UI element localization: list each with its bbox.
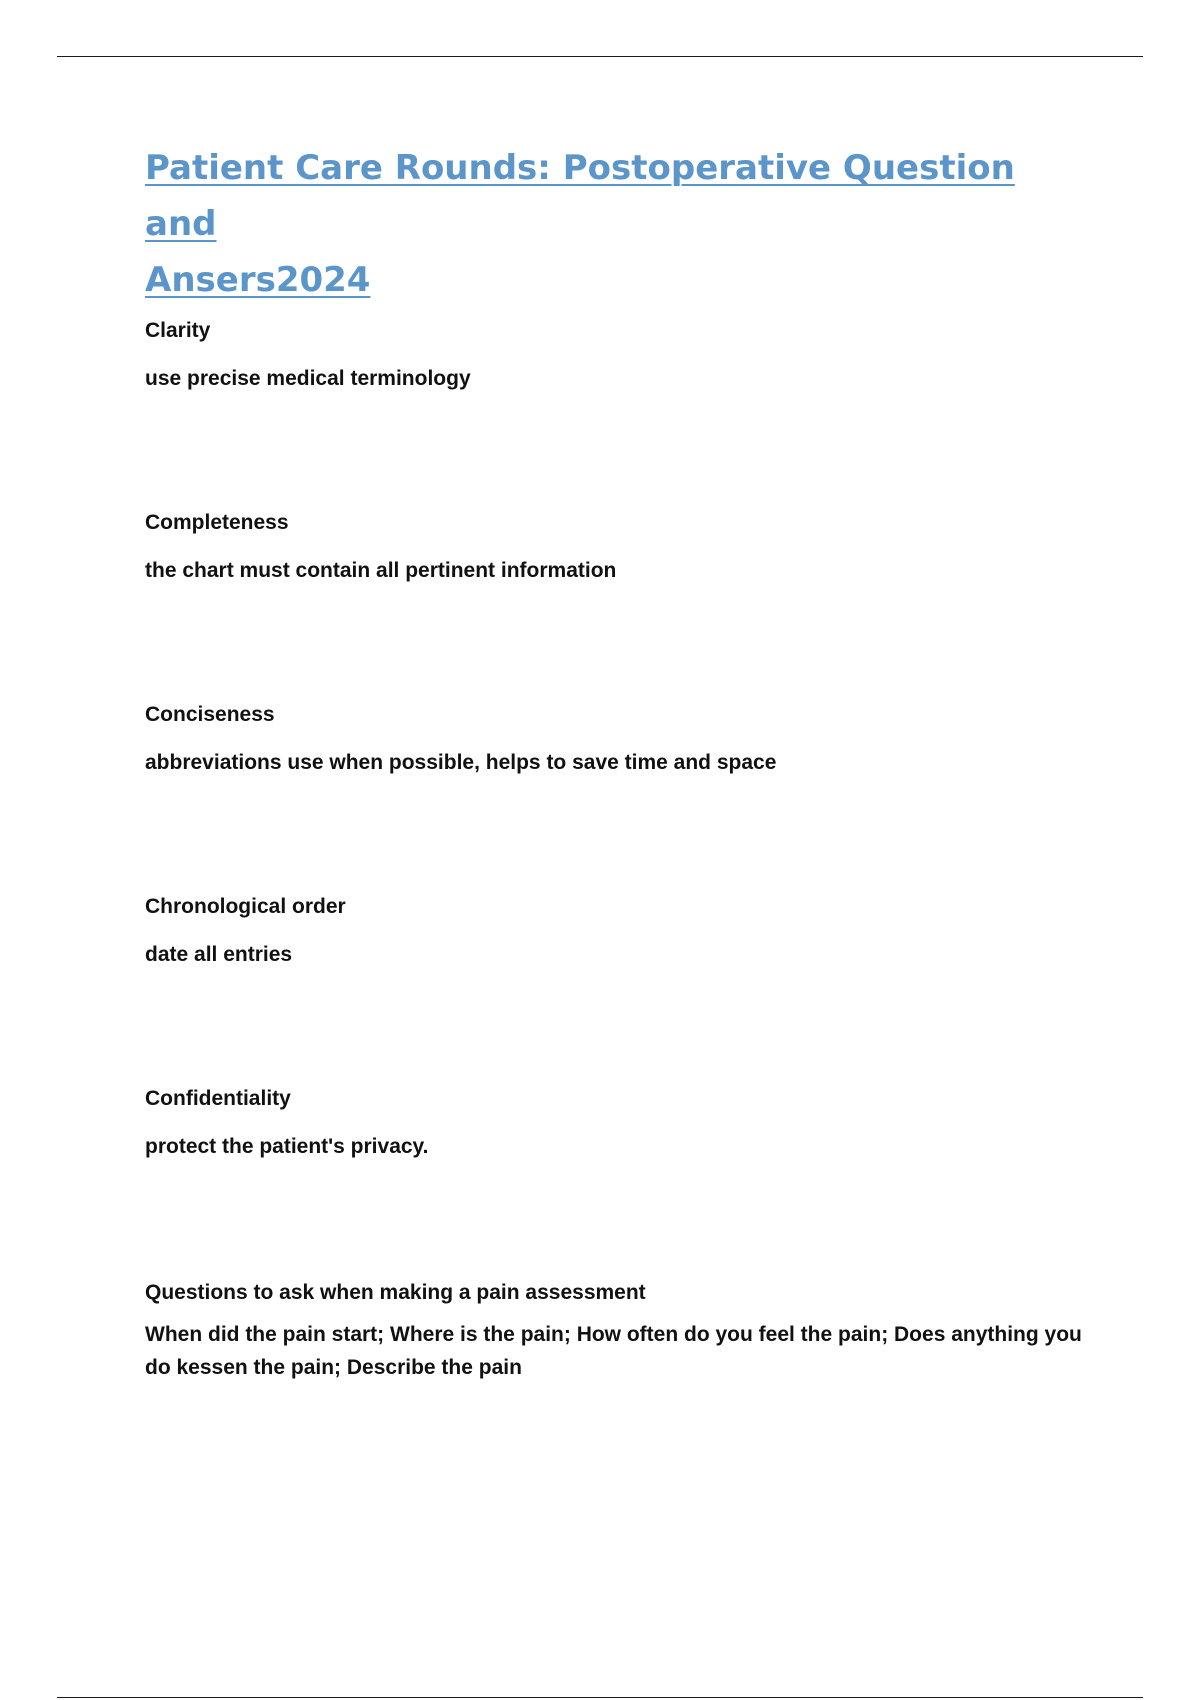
header-rule: [57, 56, 1143, 57]
entry-term: Confidentiality: [145, 1087, 291, 1110]
entry-term: Questions to ask when making a pain assessment: [145, 1281, 646, 1304]
entry-completeness: [145, 510, 1085, 587]
entry-term: Conciseness: [145, 703, 275, 726]
entry-term: Completeness: [145, 511, 289, 534]
entry-definition: protect the patient's privacy.: [145, 1135, 429, 1158]
entry-conciseness: [145, 702, 1085, 779]
entry-term: Clarity: [145, 319, 211, 342]
entry-definition: the chart must contain all pertinent information: [145, 559, 617, 582]
entry-chronological-order: [145, 894, 1085, 971]
document-title: [145, 140, 1045, 308]
entry-definition: use precise medical terminology: [145, 367, 471, 390]
entry-confidentiality: [145, 1086, 1085, 1163]
document-title-line-2: Ansers2024: [145, 260, 371, 300]
entry-definition: date all entries: [145, 943, 293, 966]
entry-clarity: [145, 318, 1085, 395]
document-title-line-1: Patient Care Rounds: Postoperative Question and: [145, 148, 1015, 244]
entry-definition: abbreviations use when possible, helps to save time and space: [145, 751, 777, 774]
entry-definition: When did the pain start; Where is the pain; How often do you feel the pain; Does anything you do kessen the pain; Describe the pain: [145, 1323, 1082, 1379]
entry-pain-assessment-questions: [145, 1280, 1085, 1384]
entry-term: Chronological order: [145, 895, 346, 918]
footer-rule: [57, 1697, 1143, 1698]
